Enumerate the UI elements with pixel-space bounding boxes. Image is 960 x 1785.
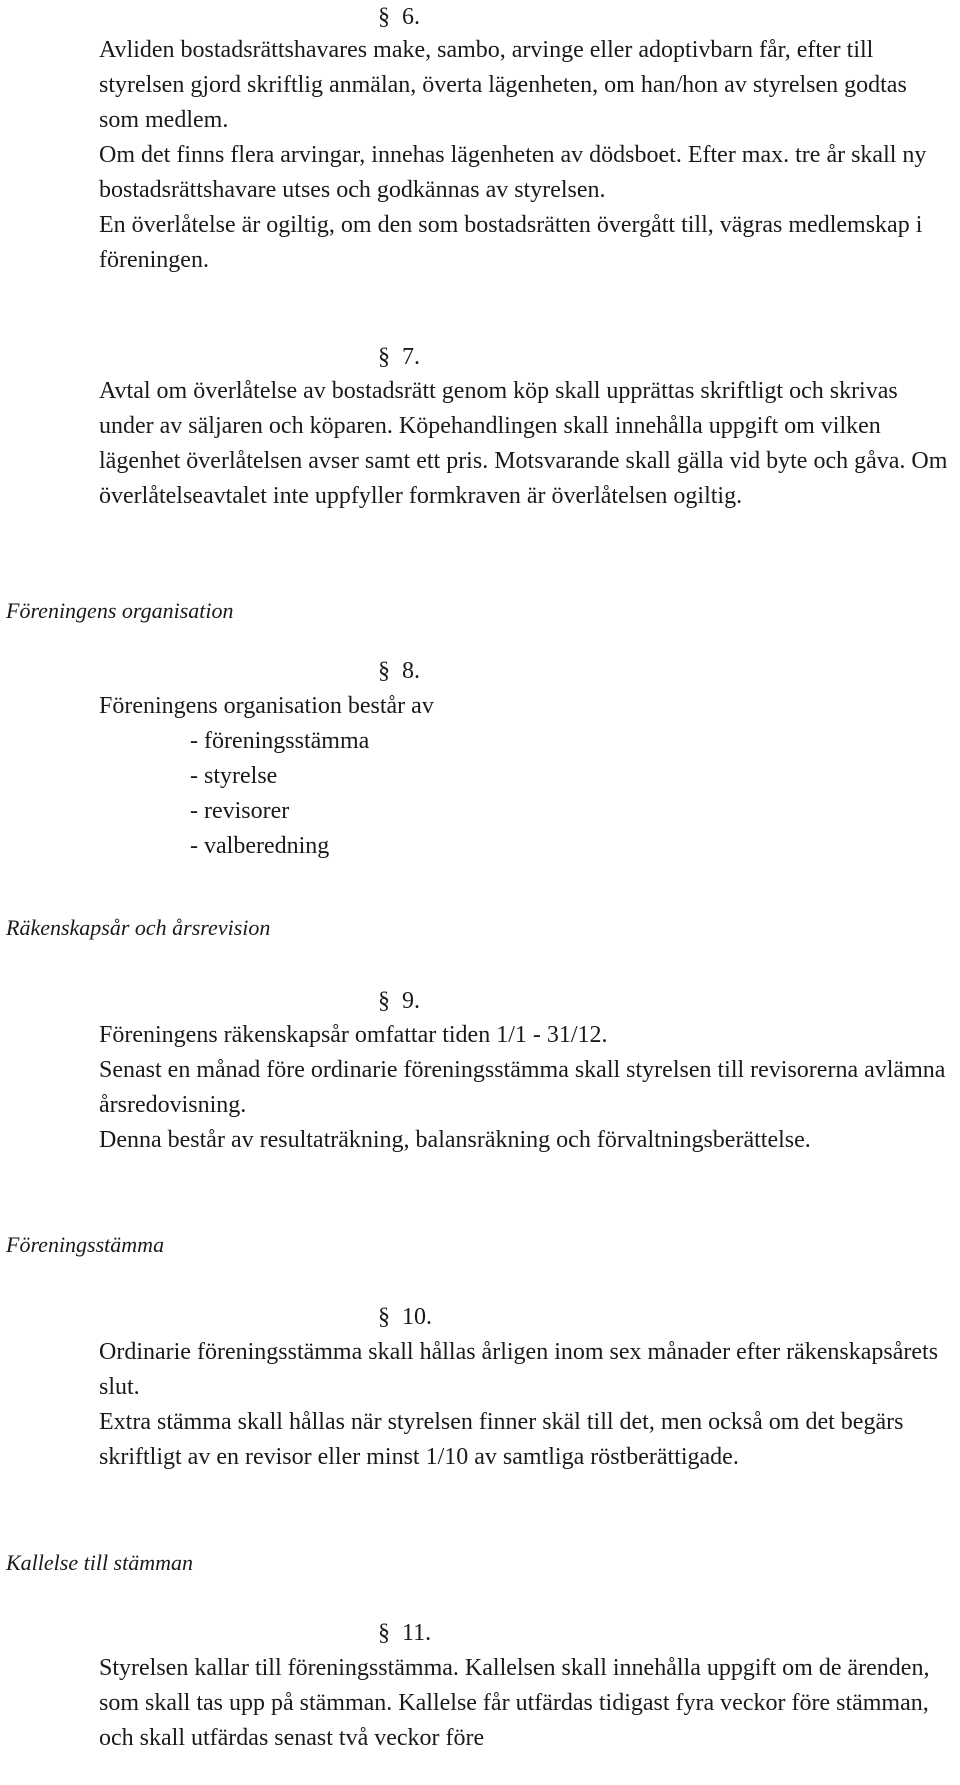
paragraph: Avtal om överlåtelse av bostadsrätt genom köp skall upprättas skriftligt och skrivas under av säljaren och köparen. Köpehandlingen skall innehålla uppgift om vilken lägenhet överlåtelsen avser samt ett pris. Motsvarande skall gälla vid byte och gåva. Om överlåtelseavtalet inte uppfyller formkraven är överlåtelsen ogiltig. bbox=[99, 378, 948, 509]
heading-foreningsstamma: Föreningsstämma bbox=[6, 1232, 165, 1257]
section-9-body bbox=[99, 1018, 949, 1158]
section-6-number bbox=[378, 0, 420, 34]
section-6-body bbox=[99, 33, 949, 278]
list-item: - revisorer bbox=[190, 798, 290, 824]
paragraph: Föreningens räkenskapsår omfattar tiden 1/1 - 31/12. bbox=[99, 1022, 608, 1048]
section-8-number bbox=[378, 654, 420, 688]
list-item: - föreningsstämma bbox=[190, 728, 370, 754]
section-11-number bbox=[378, 1616, 431, 1650]
list-item: - styrelse bbox=[190, 763, 278, 789]
paragraph: Extra stämma skall hållas när styrelsen finner skäl till det, men också om det begärs skriftligt av en revisor eller minst 1/10 av samtliga röstberättigade. bbox=[99, 1409, 904, 1470]
paragraph: Ordinarie föreningsstämma skall hållas årligen inom sex månader efter räkenskapsårets slut. bbox=[99, 1339, 939, 1400]
paragraph: Styrelsen kallar till föreningsstämma. Kallelsen skall innehålla uppgift om de ärenden, som skall tas upp på stämman. Kallelse får utfärdas tidigast fyra veckor före stämman, och skall utfärdas senast två veckor före bbox=[99, 1655, 930, 1751]
paragraph: En överlåtelse är ogiltig, om den som bostadsrätten övergått till, vägras medlemskap i föreningen. bbox=[99, 212, 923, 273]
section-symbol: § bbox=[378, 658, 390, 684]
paragraph: Föreningens organisation består av bbox=[99, 693, 434, 719]
paragraph: Om det finns flera arvingar, innehas lägenheten av dödsboet. Efter max. tre år skall ny bostadsrättshavare utses och godkännas av styrelsen. bbox=[99, 142, 927, 203]
paragraph: Denna består av resultaträkning, balansräkning och förvaltningsberättelse. bbox=[99, 1127, 811, 1153]
section-8-intro bbox=[99, 689, 949, 724]
section-7-body bbox=[99, 374, 949, 514]
section-10-number bbox=[378, 1300, 432, 1334]
section-symbol: § bbox=[378, 988, 390, 1014]
heading-kallelse: Kallelse till stämman bbox=[6, 1550, 193, 1575]
section-symbol: § bbox=[378, 344, 390, 370]
section-symbol: § bbox=[378, 1620, 390, 1646]
section-7-number bbox=[378, 340, 420, 374]
section-symbol: § bbox=[378, 1304, 390, 1330]
section-symbol: § bbox=[378, 4, 390, 30]
section-number-text: 8. bbox=[402, 658, 420, 684]
list-item: - valberedning bbox=[190, 833, 330, 859]
section-10-body bbox=[99, 1335, 949, 1475]
section-number-text: 9. bbox=[402, 988, 420, 1014]
section-11-body bbox=[99, 1651, 949, 1756]
section-9-number bbox=[378, 984, 420, 1018]
section-8-list bbox=[190, 724, 369, 864]
heading-organisation: Föreningens organisation bbox=[6, 598, 234, 623]
section-number-text: 10. bbox=[402, 1304, 432, 1330]
paragraph: Senast en månad före ordinarie föreningsstämma skall styrelsen till revisorerna avlämna årsredovisning. bbox=[99, 1057, 946, 1118]
heading-rakenskapsar: Räkenskapsår och årsrevision bbox=[6, 915, 271, 940]
section-number-text: 6. bbox=[402, 4, 420, 30]
paragraph: Avliden bostadsrättshavares make, sambo, arvinge eller adoptivbarn får, efter till styrelsen gjord skriftlig anmälan, överta lägenheten, om han/hon av styrelsen godtas som medlem. bbox=[99, 37, 907, 133]
section-number-text: 11. bbox=[402, 1620, 432, 1646]
section-number-text: 7. bbox=[402, 344, 420, 370]
